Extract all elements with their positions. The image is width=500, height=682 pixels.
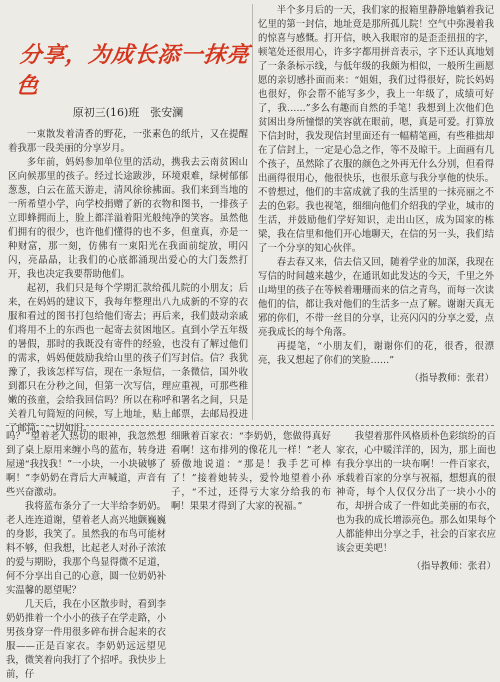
section-divider xyxy=(6,425,494,426)
second-article-col2 xyxy=(171,430,331,514)
teacher-credit: （指导教师：张君） xyxy=(411,561,496,572)
article-title: 分享，为成长添一抹亮色 xyxy=(14,43,251,99)
teacher-credit: （指导教师：张君） xyxy=(409,373,494,384)
paragraph: 春去春又来，信去信又回，随着学业的加深，我现在写信的时间越来越少，在通讯如此发达的今天，千里之外山坳里的孩子在等候着珊珊而来的信之青鸟，而每一次读他们的信，都让我对他们的生活多一点了解。谢谢天真无邪的你们，不带一丝目的分享，让亮闪闪的分享之爱，点亮我成长的每个角落。 xyxy=(258,257,494,338)
second-article-col1 xyxy=(6,430,166,682)
paragraph: 细瞅着百家衣：“李奶奶，您做得真好看啊！这布排列的像花儿一样！”老人骄傲地说道：“那是！我手艺可棒了！”接着她转头，爱怜地望着小孙子，“不过，还得亏大家分给我的布啊！果果才得到了大家的祝福。” xyxy=(171,431,331,512)
column-divider xyxy=(252,4,253,420)
paragraph: 起初，我们只是每个学期汇款给孤儿院的小朋友；后来，在妈妈的建议下，我每年整理出八九成新的不穿的衣服和看过的图书打包给他们寄去；再后来，我们鼓动亲戚们将用不上的东西也一起寄去贫困地区。直到小学五年级的暑假，那时的我既没有寄件的经验，也没有了解过他们的需求，妈妈便鼓励我给山里的孩子们写封信。信？我犹豫了，我该怎样写信，现在一条短信，一条微信，国外收到都只在分秒之间，但第一次写信，理应重视，可那些稚嫩的孩童，会给我回信吗？所以在称呼和署名之间，只是关着几句简短的问候，写上地址，贴上邮票，去邮局投进了邮筒，一切如旧。 xyxy=(8,283,248,434)
second-article-col3 xyxy=(336,430,496,572)
paragraph: 半个多月后的一天，我们家的报箱里静静地躺着我记忆里的第一封信，地址竟是那所孤儿院！空气中弥漫着我的惊喜与感慨。打开信，映入我眼帘的是歪歪扭扭的字，顿笔处还很用心，许多字都用拼音表示，字下还认真地划了一条条标示线，与低年级的我颇为相似，一般所生画愿愿的亲切感扑面而来：“姐姐，我们过得很好，院长妈妈也很好，你会帮不能写多少，我上一年级了，成绩可好了，我……”多么有趣而自然的手笔！我想到上次他们色贫困出身所憧憬的笑容就在眼前，嗯，真是可爱。打算放下信封时，我发现信封里面还有一幅精笔画，有些稚拙却在了信封上，一定是心急之作，等不及晾干。上面画有几个孩子，虽然除了衣服的颜色之外再无什么分别，但看得出画得很用心，他很快乐，也很乐意与我分享他的快乐。不曾想过，他们的丰富成就了我的生活里的一抹亮丽之不去的色彩。我也视笔，细细向他们介绍我的学业，城市的生活，并鼓励他们学好知识，走出山区，成为国家的栋梁，我在信里和他们开心地聊天，在信的另一头，我们结了一个分享的知心伙伴。 xyxy=(258,5,494,254)
paragraph: 几天后，我在小区散步时，看到李奶奶推着一个小小的孩子在学走路，小男孩身穿一件用很多碎布拼合起来的衣服——正是百家衣。李奶奶远远望见我，微笑着向我打了个招呼。我快步上前，仔 xyxy=(6,599,166,680)
paragraph: 再提笔，“小朋友们，谢谢你们的花，很香，很漂亮，我又想起了你们的笑脸……” xyxy=(258,341,494,366)
paragraph: 我望着那件风格质朴色彩缤纷的百家衣，心中暖洋洋的，因为，那上面也有我分享出的一块布啊！一件百家衣，承载着百家的分享与祝福，想想真的很神奇，每个人仅仅分出了一块小小的布，却拼合成了一件如此美丽的布衣，也为我的成长增添亮色。那么如果每个人都能伸出分享之手，社会的百家衣应该会更美吧！ xyxy=(336,431,496,554)
paragraph: 吗？”望着老人热切的眼神，我忽然想到了桌上原用来缠小鸟的蓝布，转身进屋递“我找我！”一小块，一小块破够了啊！”李奶奶在背后大声喊道，声音有些兴奋激动。 xyxy=(6,431,166,498)
article-right-column xyxy=(258,4,494,384)
article-byline: 原初三(16)班 张安澜 xyxy=(72,106,184,119)
paragraph: 一束散发着清香的野花，一张素色的纸片，又在提醒着我那一段美丽的分享岁月。 xyxy=(8,129,248,154)
article-left-column xyxy=(8,38,251,436)
paragraph: 多年前，妈妈参加单位里的活动，携我去云南贫困山区向候那里的孩子。经过长途跋涉，环境艰难，绿树郁郁葱葱，白云在蓝天游走，清风徐徐拂面。我们来到当地的一所希望小学，向学校捐赠了新的衣物和图书，一排孩子立即蜂拥而上，脸上都洋溢着阳光般纯净的笑容。虽然他们拥有的很少，也许他们懂得的也不多，但童真，亦是一种财富，那一刻，仿佛有一束阳光在我面前绽放，明闪闪，亮晶晶，让我们的心底都涌现出爱心的大门轰然打开，我也决定我要帮助他们。 xyxy=(8,157,248,280)
paragraph: 我将蓝布条分了一大半给李奶奶。老人连连道谢，望着老人高兴地颤巍巍的身影，我笑了。虽然我的布鸟可能材料不够，但我想，比起老人对孙子浓浓的爱与期盼，我那个鸟显得微不足道，何不分享出自己的心意，圆一位奶奶补实温馨的愿望呢？ xyxy=(6,501,166,596)
